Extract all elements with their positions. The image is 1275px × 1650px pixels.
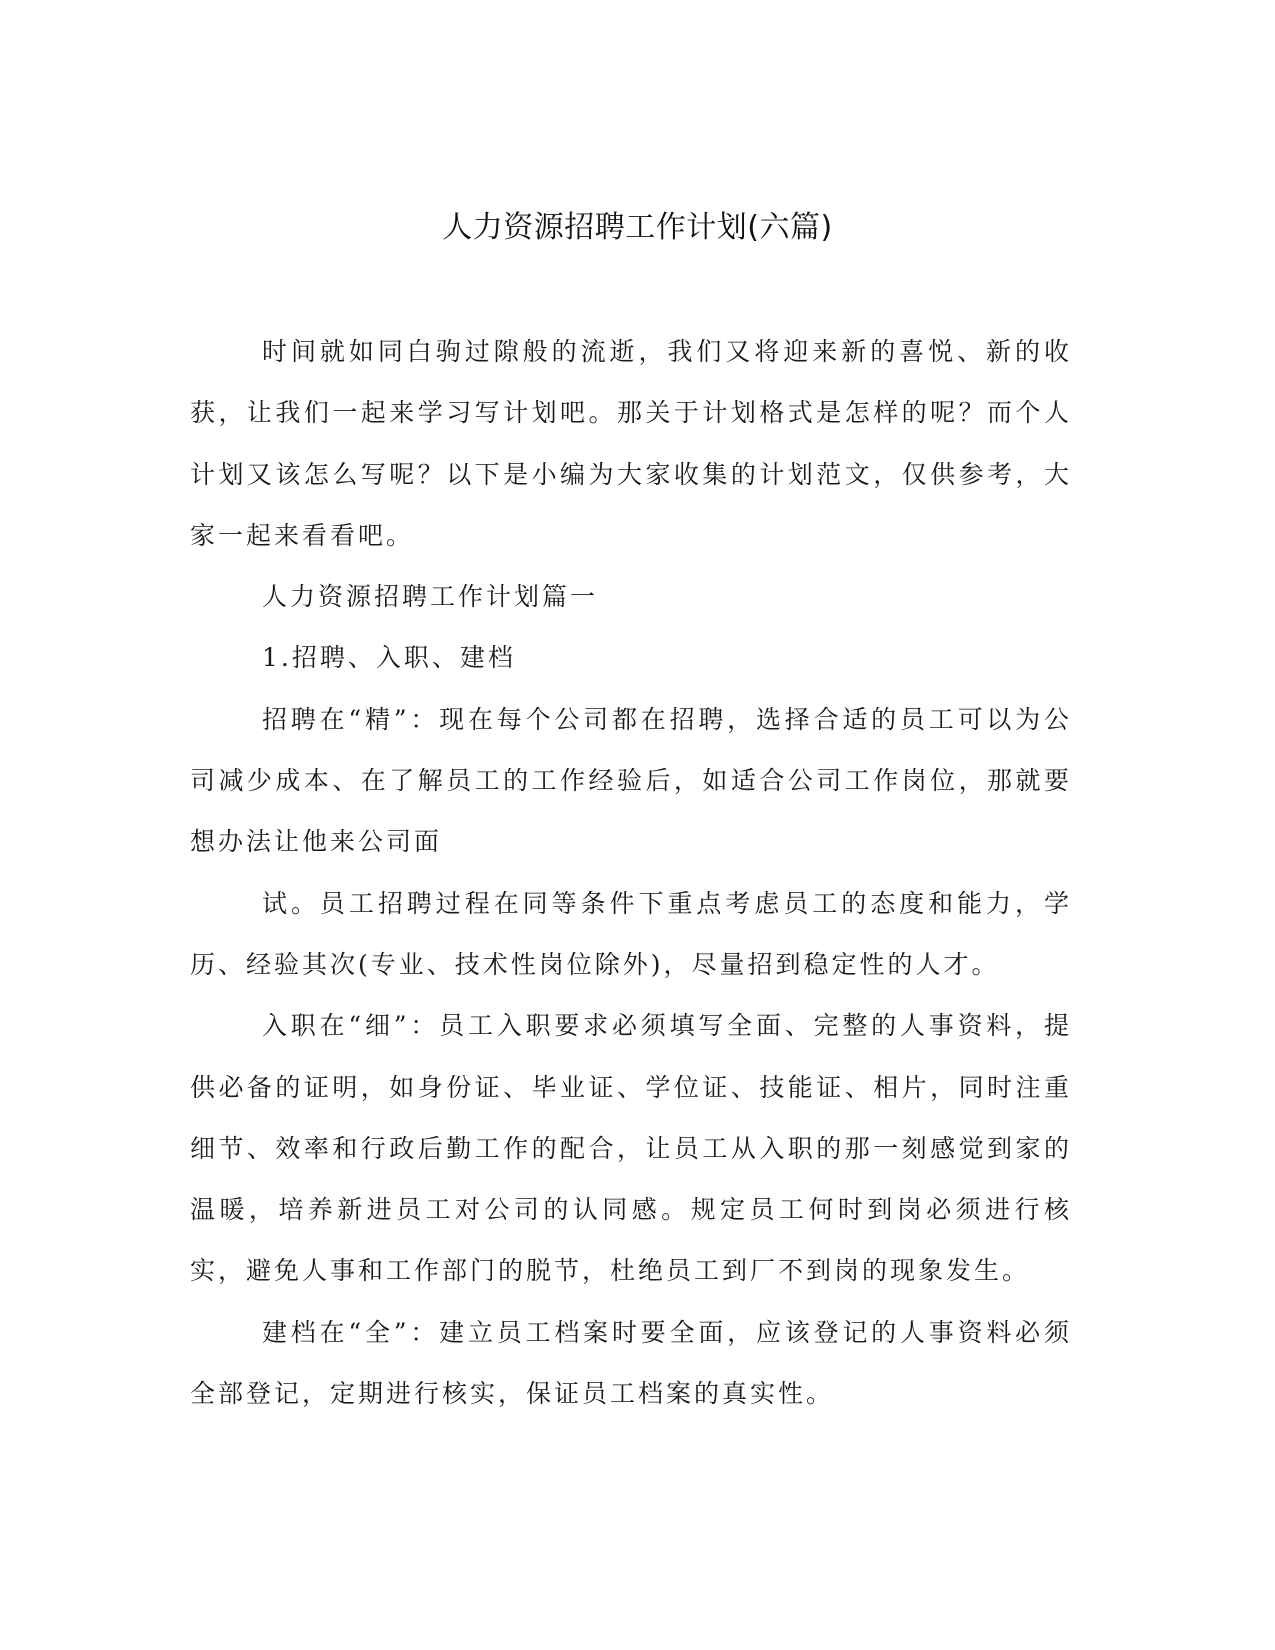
- subsection-heading: 1.招聘、入职、建档: [262, 643, 516, 673]
- intro-paragraph: 时间就如同白驹过隙般的流逝，我们又将迎来新的喜悦、新的收获，让我们一起来学习写计划吧。那关于计划格式是怎样的呢？而个人计划又该怎么写呢？以下是小编为大家收集的计划范文，仅供参考，大家一起来看看吧。: [190, 337, 1072, 550]
- body-paragraph: 建档在“全”：建立员工档案时要全面，应该登记的人事资料必须全部登记，定期进行核实，保证员工档案的真实性。: [190, 1317, 1072, 1409]
- section-heading: 人力资源招聘工作计划篇一: [262, 582, 599, 612]
- body-paragraph: 招聘在“精”：现在每个公司都在招聘，选择合适的员工可以为公司减少成本、在了解员工的工作经验后，如适合公司工作岗位，那就要想办法让他来公司面: [190, 704, 1072, 857]
- document-title: 人力资源招聘工作计划(六篇): [442, 210, 833, 245]
- body-paragraph: 试。员工招聘过程在同等条件下重点考虑员工的态度和能力，学历、经验其次(专业、技术性岗位除外)，尽量招到稳定性的人才。: [190, 888, 1072, 979]
- body-paragraph: 入职在“细”：员工入职要求必须填写全面、完整的人事资料，提供必备的证明，如身份证、毕业证、学位证、技能证、相片，同时注重细节、效率和行政后勤工作的配合，让员工从入职的那一刻感觉到家的温暖，培养新进员工对公司的认同感。规定员工何时到岗必须进行核实，避免人事和工作部门的脱节，杜绝员工到厂不到岗的现象发生。: [190, 1011, 1072, 1286]
- document-body: [190, 321, 1072, 1424]
